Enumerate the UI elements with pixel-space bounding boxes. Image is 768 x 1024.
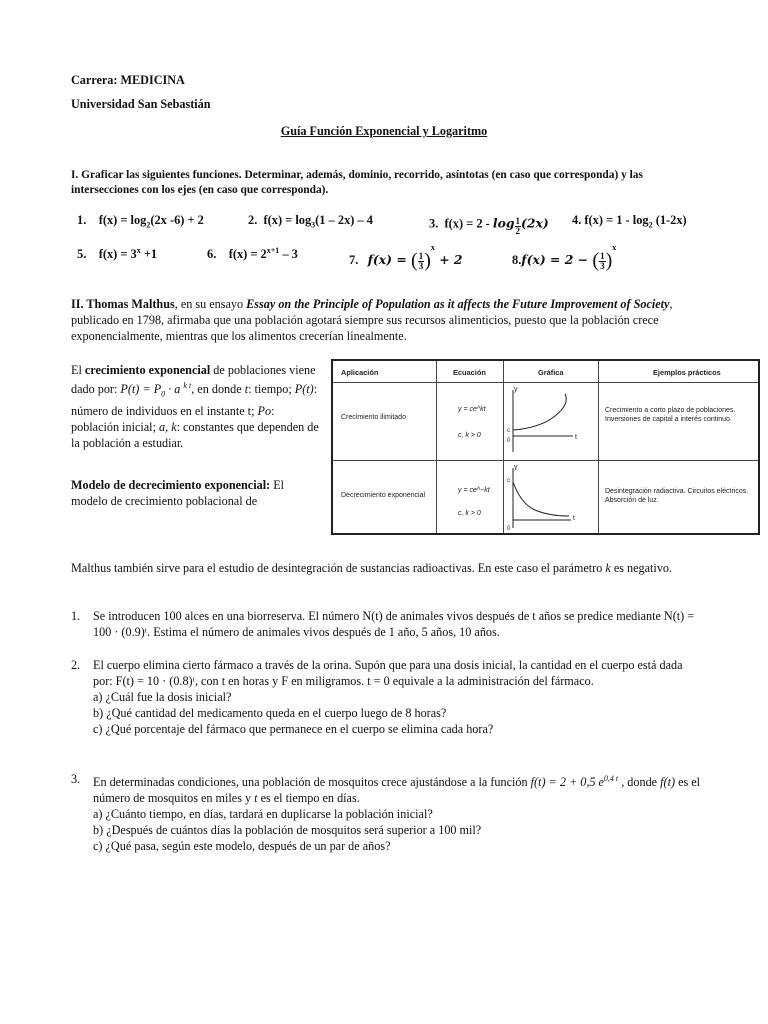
function-2: 2. $f(x) = \log_3(1 - 2x) - 4$ (248, 213, 373, 230)
table-row-2-condicion: c, k > 0 (458, 510, 481, 517)
function-8: 8.f(x) = 2 − ( $\frac{1}{3}$ )$^x$ (512, 243, 617, 272)
malthus-intro: II. Thomas Malthus, en su ensayo Essay on the Principle of Population as it affects the Future Improvement of Society, publicado en 1798, afirmaba que una población agotará siempre sus recursos alimenticios, puesto que la población crece exponencialmente, mientras que los alimentos crecerían linealmente. (71, 297, 673, 343)
question-3-c: c) ¿Qué pasa, según este modelo, después de un par de años? (93, 839, 391, 854)
table-header-grafica: Gráfica (538, 368, 564, 377)
career-label: Carrera: MEDICINA (71, 73, 185, 87)
decay-axis-c: c (507, 478, 510, 484)
decay-paragraph: Modelo de decrecimiento exponencial: El modelo de crecimiento poblacional de (71, 478, 285, 508)
question-2-b: b) ¿Qué cantidad del medicamento queda en el cuerpo luego de 8 horas? (93, 706, 447, 720)
decay-axis-y: y (514, 464, 518, 471)
question-3-text: En determinadas condiciones, una población de mosquitos crece ajustándose a la función f(t) = 2 + 0,5 $e^{0,4 t}$ , donde f(t) es el número de mosquitos en miles y t es el tiempo en días. (93, 774, 701, 806)
malthus-note: Malthus también sirve para el estudio de desintegración de sustancias radioactivas. En este caso el parámetro k es negativo. (71, 561, 673, 575)
function-1: 1. $f(x) = \log_2(2x$ -6) + 2 (77, 213, 204, 230)
page-title: Guía Función Exponencial y Logaritmo (280, 124, 488, 138)
function-5: 5. $f(x) = 3^x +1$ (77, 246, 158, 262)
question-1: 1. Se introducen 100 alces en una biorreserva. El número N(t) de animales vivos después de t años se predice mediante N(t) = 100 · (0.9)ᵗ. Estima el número de animales vivos después de 1 año, 5 años, 10 años. (71, 608, 701, 640)
functions-row-2 (71, 240, 761, 272)
growth-graph (505, 384, 597, 459)
table-header-aplicacion: Aplicación (341, 368, 379, 377)
function-7: 7. f(x) = ( $\frac{1}{3}$ )$^x$ + 2 (349, 243, 463, 272)
table-row-2-ejemplos: Desintegración radiactiva. Circuitos eléctricos. Absorción de luz. (605, 488, 749, 504)
decay-axis-t: t (573, 515, 575, 522)
decay-axis-0: 0 (507, 526, 511, 532)
table-header-ejemplos: Ejemplos prácticos (653, 368, 721, 377)
table-row-1-condicion: c, k > 0 (458, 432, 481, 439)
question-2-c: c) ¿Qué porcentaje del fármaco que permanece en el cuerpo se elimina cada hora? (93, 722, 494, 736)
decay-graph (505, 462, 597, 534)
table-row-2-ecuacion: y = ce^−kt (458, 487, 490, 494)
growth-axis-y: y (514, 386, 518, 393)
question-2: 2. El cuerpo elimina cierto fármaco a través de la orina. Supón que para una dosis inicial, la cantidad en el cuerpo está dada por: F(t) = 10 · (0.8)ᵗ, con t en horas y F en miligramos. t = 0 equivale a la administración del fármaco. a) ¿Cuál fue la dosis inicial? b) ¿Qué cantidad del medicamento queda en el cuerpo luego de 8 horas? c) ¿Qué porcentaje del fármaco que permanece en el cuerpo se elimina cada hora? (71, 657, 701, 737)
table-row-1-ecuacion: y = ce^kt (458, 406, 486, 413)
functions-row-1 (71, 213, 761, 236)
table-header-ecuacion: Ecuación (453, 368, 486, 377)
growth-axis-c: c (507, 428, 510, 434)
university-label: Universidad San Sebastián (71, 97, 211, 111)
models-table (331, 359, 760, 535)
function-4: 4. $f(x) = 1 - \log_2 (1-2x)$ (572, 213, 687, 230)
question-1-text: Se introducen 100 alces en una biorreserva. El número N(t) de animales vivos después de t años se predice mediante N(t) = 100 · (0.9)ᵗ. Estima el número de animales vivos después de 1 año, 5 años, 10 años. (93, 609, 695, 639)
table-row-1-aplicacion: Crecimiento ilimitado (341, 414, 406, 421)
question-3-b: b) ¿Después de cuántos días la población de mosquitos será superior a 100 mil? (93, 823, 482, 838)
growth-paragraph: El crecimiento exponencial de poblaciones viene dado por: $P(t) = P_0 \cdot a$ $^{k t}$, en donde t: tiempo; P(t): número de individuos en el instante t; Po: población inicial; a, k: constantes que dependen de la población a estudiar. (71, 363, 319, 450)
growth-axis-t: t (575, 434, 577, 441)
table-row-1-ejemplos: Crecimiento a corto plazo de poblaciones. Inversiones de capital a interés continuo. (605, 407, 736, 423)
section1-instructions: I. Graficar las siguientes funciones. Determinar, además, dominio, recorrido, asíntotas (en caso que corresponda) y las intersecciones con los ejes (en caso que corresponda). (71, 169, 643, 196)
question-3-a: a) ¿Cuánto tiempo, en días, tardará en duplicarse la población inicial? (93, 807, 433, 822)
question-2-a: a) ¿Cuál fue la dosis inicial? (93, 690, 232, 704)
table-row-2-aplicacion: Decrecimiento exponencial (341, 492, 426, 499)
function-6: 6. $f(x) = 2^{x+1} - 3$ (207, 246, 298, 262)
growth-axis-0: 0 (507, 438, 511, 444)
question-2-text: El cuerpo elimina cierto fármaco a través de la orina. Supón que para una dosis inicial, la cantidad en el cuerpo está dada por: F(t) = 10 · (0.8)ᵗ, con t en horas y F en miligramos. t = 0 equivale a la administración del fármaco. (93, 658, 683, 688)
function-3: 3. f(x) = 2 - log $\frac{1}{2}$ (2x) (429, 215, 549, 236)
question-3: 3. En determinadas condiciones, una población de mosquitos crece ajustándose a la función f(t) = 2 + 0,5 $e^{0,4 t}$ , donde f(t) es el número de mosquitos en miles y t es el tiempo en días. a) ¿Cuánto tiempo, en días, tardará en duplicarse la población inicial? b) ¿Después de cuántos días la población de mosquitos será superior a 100 mil? c) ¿Qué pasa, según este modelo, después de un par de años? (71, 772, 701, 854)
